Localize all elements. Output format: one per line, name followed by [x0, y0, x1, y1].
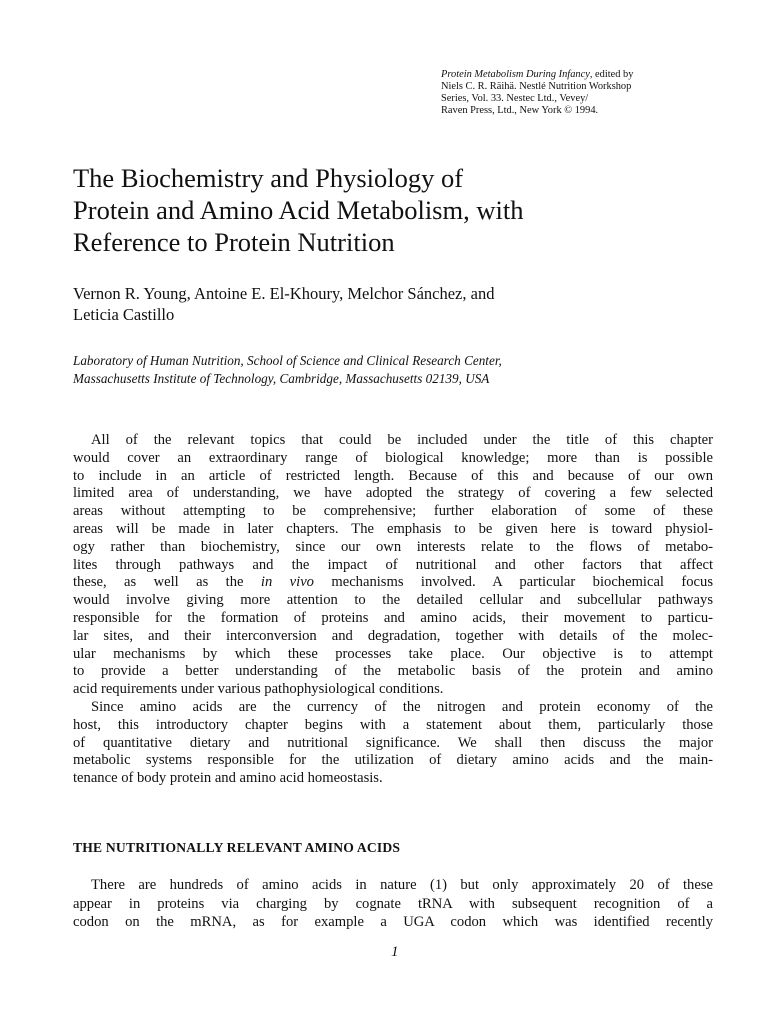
paper-title	[73, 162, 733, 258]
paragraph-line: All of the relevant topics that could be included under the title of this chapter	[91, 432, 713, 448]
affiliation-line-2: Massachusetts Institute of Technology, Cambridge, Massachusetts 02139, USA	[73, 371, 490, 386]
body-text	[73, 432, 713, 788]
paragraph-line: would cover an extraordinary range of biological knowledge; more than is possible	[73, 449, 713, 466]
book-title: Protein Metabolism During Infancy	[441, 69, 590, 80]
citation-line-1: Protein Metabolism During Infancy, edited by	[441, 69, 634, 80]
paragraph-line: There are hundreds of amino acids in nature (1) but only approximately 20 of these	[91, 877, 713, 893]
paragraph-2	[73, 699, 713, 788]
paragraph-line: to include in an article of restricted length. Because of this and because of our own	[73, 467, 713, 484]
title-line-2: Protein and Amino Acid Metabolism, with	[73, 195, 524, 225]
paragraph-1	[73, 432, 713, 699]
paragraph-line: to provide a better understanding of the metabolic basis of the protein and amino	[73, 663, 713, 680]
paragraph-line: ular mechanisms by which these processes take place. Our objective is to attempt	[73, 645, 713, 662]
paragraph-line: host, this introductory chapter begins with a statement about them, particularly those	[73, 716, 713, 733]
paragraph-line: lites through pathways and the impact of nutritional and other factors that affect	[73, 556, 713, 573]
page-number: 1	[391, 944, 399, 960]
paragraph-line: of quantitative dietary and nutritional significance. We shall then discuss the major	[73, 734, 713, 751]
title-line-3: Reference to Protein Nutrition	[73, 227, 395, 257]
citation-line-3: Series, Vol. 33. Nestec Ltd., Vevey/	[441, 93, 589, 104]
paragraph-line: appear in proteins via charging by cognate tRNA with subsequent recognition of a	[73, 895, 713, 912]
authors	[73, 283, 733, 325]
authors-line-1: Vernon R. Young, Antoine E. El-Khoury, Melchor Sánchez, and	[73, 284, 495, 303]
citation-line-2: Niels C. R. Räihä. Nestlé Nutrition Workshop	[441, 81, 632, 92]
citation-block	[441, 69, 741, 117]
paragraph-line: Since amino acids are the currency of the nitrogen and protein economy of the	[91, 698, 713, 715]
authors-line-2: Leticia Castillo	[73, 305, 175, 324]
paragraph-line: responsible for the formation of proteins and amino acids, their movement to particu-	[73, 609, 713, 626]
paragraph-line: lar sites, and their interconversion and degradation, together with details of the molec-	[73, 627, 713, 644]
paragraph-3	[73, 876, 713, 932]
title-line-1: The Biochemistry and Physiology of	[73, 163, 464, 193]
affiliation-line-1: Laboratory of Human Nutrition, School of Science and Clinical Research Center,	[73, 353, 502, 368]
section-heading: THE NUTRITIONALLY RELEVANT AMINO ACIDS	[73, 840, 401, 855]
paragraph-line: areas will be made in later chapters. The emphasis to be given here is toward physiol-	[73, 520, 713, 537]
paragraph-line: codon on the mRNA, as for example a UGA codon which was identified recently	[73, 914, 713, 930]
paragraph-line: these, as well as the in vivo mechanisms involved. A particular biochemical focus	[73, 574, 713, 591]
paragraph-line: limited area of understanding, we have adopted the strategy of covering a few selected	[73, 485, 713, 502]
affiliation	[73, 352, 733, 388]
paragraph-line: areas without attempting to be comprehensive; further elaboration of some of these	[73, 503, 713, 520]
paragraph-line: would involve giving more attention to the detailed cellular and subcellular pathways	[73, 592, 713, 609]
paragraph-line: tenance of body protein and amino acid homeostasis.	[73, 770, 383, 787]
paragraph-line: acid requirements under various pathophysiological conditions.	[73, 681, 444, 698]
in-vivo-term: in vivo	[260, 574, 314, 591]
paragraph-line: metabolic systems responsible for the utilization of dietary amino acids and the main-	[73, 752, 713, 769]
paragraph-line: ogy rather than biochemistry, since our own interests relate to the flows of metabo-	[73, 538, 713, 555]
citation-line-4: Raven Press, Ltd., New York © 1994.	[441, 105, 599, 116]
